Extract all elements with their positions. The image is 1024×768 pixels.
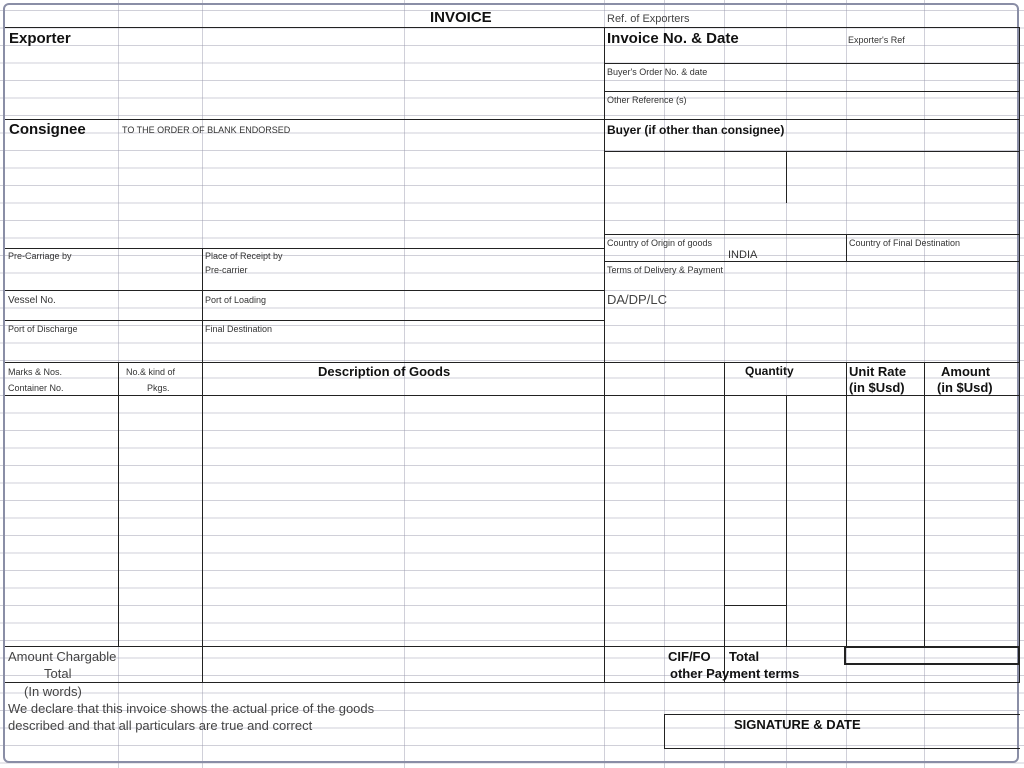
quantity-header: Quantity <box>745 364 794 378</box>
amount-chargeable-label: Amount Chargable <box>8 649 117 664</box>
in-words-label: (In words) <box>24 684 82 699</box>
exporters-ref-label: Exporter's Ref <box>848 35 905 45</box>
consignee-label: Consignee <box>9 121 86 138</box>
place-receipt-label-2: Pre-carrier <box>205 265 248 275</box>
rule-buyer-inner <box>786 151 787 203</box>
rule-signature-top <box>664 714 1020 715</box>
amount-total-label: Total <box>44 666 72 681</box>
rule-signature-bottom <box>664 748 1020 749</box>
unit-rate-header: Unit Rate <box>849 364 907 379</box>
amount-currency: (in $Usd) <box>937 380 993 395</box>
port-loading-label: Port of Loading <box>205 295 267 305</box>
terms-delivery-label: Terms of Delivery & Payment <box>607 265 724 275</box>
rule-goods-header <box>5 395 1020 396</box>
rule-buyer-header <box>604 151 1020 152</box>
final-destination-label: Final Destination <box>205 324 273 334</box>
rule-buyers-order <box>604 91 1020 92</box>
port-discharge-label: Port of Discharge <box>8 324 78 334</box>
invoice-no-date-label: Invoice No. & Date <box>607 30 739 47</box>
rule-quantity-left <box>724 362 725 682</box>
declaration-line-1: We declare that this invoice shows the actual price of the goods <box>8 701 375 716</box>
rule-quantity-right <box>786 395 787 646</box>
consignee-value: TO THE ORDER OF BLANK ENDORSED <box>122 125 291 135</box>
rule-shipping-bottom <box>5 362 1020 363</box>
exporter-label: Exporter <box>9 30 71 47</box>
vessel-label: Vessel No. <box>8 295 56 306</box>
rule-shipping-divider <box>202 248 203 362</box>
rule-top <box>5 27 1020 28</box>
rule-vessel-bottom <box>5 320 604 321</box>
marks-label: Marks & Nos. <box>8 367 63 377</box>
description-header: Description of Goods <box>318 364 451 379</box>
rule-country-bottom <box>604 261 1020 262</box>
unit-rate-currency: (in $Usd) <box>849 380 905 395</box>
rule-center-divider <box>604 27 605 682</box>
ref-exporters-label: Ref. of Exporters <box>607 13 690 25</box>
rule-right-edge <box>1019 27 1020 682</box>
total-amount-box <box>844 646 1020 665</box>
place-receipt-label: Place of Receipt by <box>205 251 283 261</box>
total-label: Total <box>729 649 760 664</box>
declaration-line-2: described and that all particulars are true and correct <box>8 718 313 733</box>
rule-precarriage-bottom <box>5 290 604 291</box>
country-origin-value: INDIA <box>728 249 758 261</box>
terms-delivery-value: DA/DP/LC <box>607 292 667 307</box>
container-label: Container No. <box>8 383 64 393</box>
rule-total-bottom <box>5 682 1020 683</box>
rule-signature-left <box>664 714 665 748</box>
rule-country-divider <box>846 234 847 261</box>
other-payment-label: other Payment terms <box>670 666 800 681</box>
rule-buyer-bottom <box>604 234 1020 235</box>
amount-header: Amount <box>941 364 991 379</box>
country-final-label: Country of Final Destination <box>849 238 961 248</box>
buyers-order-label: Buyer's Order No. & date <box>607 67 708 77</box>
rule-quantity-box <box>724 605 786 606</box>
rule-rate-left <box>846 362 847 646</box>
country-origin-label: Country of Origin of goods <box>607 238 713 248</box>
rule-invoice-no <box>604 63 1020 64</box>
pre-carriage-label: Pre-Carriage by <box>8 251 72 261</box>
rule-marks-divider <box>118 362 119 646</box>
rule-pkgs-divider <box>202 362 203 682</box>
rule-consignee-bottom <box>5 248 604 249</box>
rule-amount-left <box>924 362 925 646</box>
pkgs-label-2: Pkgs. <box>147 383 170 393</box>
invoice-title: INVOICE <box>430 9 492 26</box>
buyer-label: Buyer (if other than consignee) <box>607 123 785 137</box>
cif-fo-label: CIF/FO <box>668 649 711 664</box>
rule-exporter-bottom <box>5 119 1020 120</box>
other-reference-label: Other Reference (s) <box>607 95 687 105</box>
signature-label: SIGNATURE & DATE <box>734 717 861 732</box>
pkgs-label: No.& kind of <box>126 367 176 377</box>
